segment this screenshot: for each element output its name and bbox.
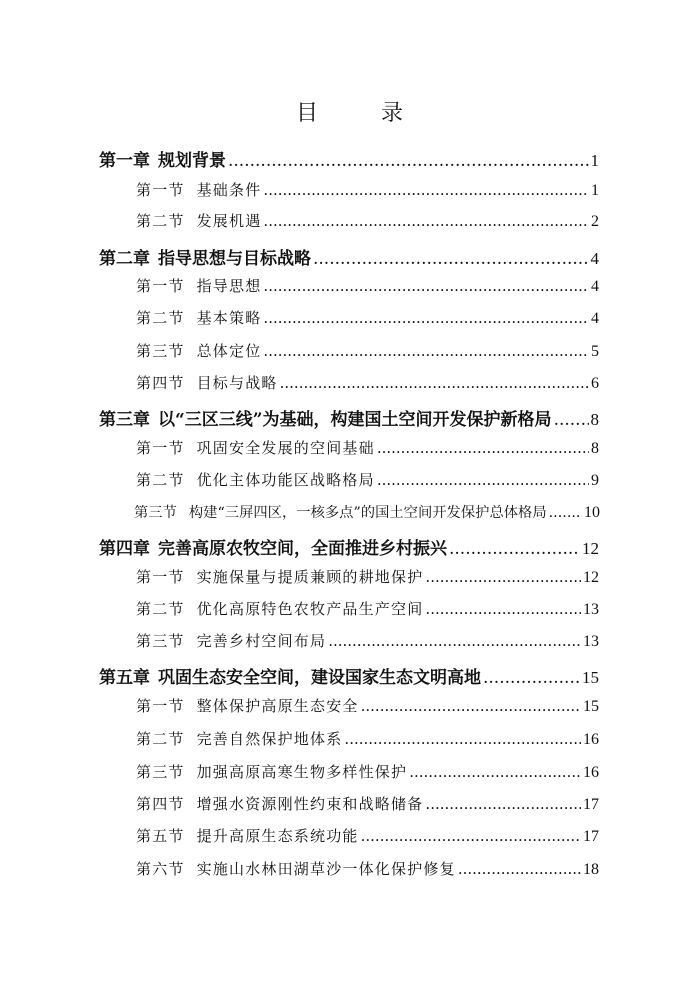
page-number: 17 [583,828,599,845]
toc-section-entry[interactable] [136,728,599,754]
section-number: 第六节 [136,860,185,878]
dot-leader [313,249,589,269]
dot-leader [425,600,581,618]
toc-chapter-entry[interactable] [99,534,599,560]
chapter-title: 巩固生态安全空间，建设国家生态文明高地 [158,668,481,688]
toc-section-entry[interactable] [136,210,599,236]
page-number: 15 [583,698,599,715]
section-title: 完善自然保护地体系 [196,730,343,748]
page-number: 8 [590,410,599,429]
dot-leader [263,277,589,295]
page-number: 13 [583,633,599,650]
dot-leader [344,730,581,748]
page-number: 1 [590,151,599,170]
section-title: 巩固安全发展的空间基础 [196,439,375,457]
dot-leader [263,212,589,230]
page-number: 10 [584,504,600,521]
dot-leader [377,439,589,457]
toc-section-entry[interactable] [136,858,599,884]
chapter-number: 第一章 [99,151,150,171]
dot-leader [228,151,589,171]
page-number: 4 [590,248,599,268]
dot-leader [328,632,581,650]
section-number: 第二节 [136,471,185,489]
section-title: 目标与战略 [196,374,278,392]
dot-leader [409,763,581,781]
section-title: 整体保护高原生态安全 [196,697,359,715]
page-number: 4 [591,278,599,295]
toc-section-entry[interactable] [136,437,599,463]
dot-leader [549,505,582,521]
section-number: 第四节 [136,795,185,813]
dot-leader [449,539,580,559]
page-number: 12 [583,569,599,586]
chapter-title: 完善高原农牧空间，全面推进乡村振兴 [158,539,447,559]
section-title: 提升高原生态系统功能 [196,827,359,845]
dot-leader [263,309,589,327]
toc-section-entry[interactable] [136,695,599,721]
page-number: 8 [591,440,599,457]
page-number: 9 [591,472,599,489]
section-number: 第一节 [136,277,185,295]
section-number: 第一节 [136,439,185,457]
section-number: 第三节 [136,342,185,360]
dot-leader [361,827,581,845]
section-number: 第一节 [136,697,185,715]
section-number: 第三节 [136,763,185,781]
chapter-title: 规划背景 [158,151,226,171]
toc-section-entry[interactable] [136,566,599,592]
section-number: 第三节 [134,505,177,521]
chapter-number: 第二章 [99,248,150,269]
page-number: 17 [583,796,599,813]
chapter-number: 第三章 [99,410,150,430]
dot-leader [554,410,589,430]
section-title: 基本策略 [196,309,262,327]
section-number: 第一节 [136,180,185,199]
dot-leader [458,860,581,878]
toc-section-entry[interactable] [136,761,599,787]
toc-section-entry[interactable] [136,179,599,205]
section-title: 构建“三屏四区，一核多点”的国土空间开发保护总体格局 [188,505,547,521]
section-number: 第三节 [136,632,185,650]
toc-section-entry[interactable] [136,372,599,398]
section-title: 总体定位 [196,342,262,360]
chapter-number: 第五章 [99,668,150,688]
section-number: 第五节 [136,827,185,845]
page-number: 18 [583,861,599,878]
chapter-title: 以“三区三线”为基础，构建国土空间开发保护新格局 [158,410,552,430]
section-title: 优化主体功能区战略格局 [196,471,375,489]
dot-leader [425,568,581,586]
section-number: 第二节 [136,212,185,230]
toc-section-entry[interactable] [136,469,599,495]
toc-section-entry[interactable] [136,630,599,656]
section-title: 指导思想 [196,277,262,295]
section-number: 第四节 [136,374,185,392]
toc-chapter-entry[interactable] [99,244,599,270]
dot-leader [263,181,589,199]
toc-chapter-entry[interactable] [99,663,599,689]
toc-section-entry[interactable] [136,275,599,301]
page-number: 12 [582,539,599,558]
page-title: 目 录 [296,101,431,126]
toc-section-entry[interactable] [136,793,599,819]
dot-leader [280,374,589,392]
page-number: 1 [591,181,599,199]
section-title: 完善乡村空间布局 [196,632,327,650]
section-title: 实施山水林田湖草沙一体化保护修复 [196,860,456,878]
page-number: 6 [591,375,599,392]
section-title: 实施保量与提质兼顾的耕地保护 [196,568,424,586]
page-number: 5 [591,343,599,360]
toc-chapter-entry[interactable] [99,146,599,172]
toc-section-entry[interactable] [136,825,599,851]
toc-section-entry[interactable] [136,307,599,333]
section-number: 第二节 [136,309,185,327]
toc-section-entry[interactable] [134,502,600,528]
section-title: 基础条件 [196,180,262,199]
section-number: 第二节 [136,600,185,618]
section-number: 第一节 [136,568,185,586]
section-number: 第二节 [136,730,185,748]
chapter-number: 第四章 [99,539,150,559]
dot-leader [377,471,589,489]
toc-chapter-entry[interactable] [99,405,599,431]
page-number: 13 [583,601,599,618]
dot-leader [361,697,581,715]
page-number: 4 [591,310,599,327]
dot-leader [425,795,581,813]
page-number: 15 [582,668,599,687]
page-number: 16 [583,764,599,781]
dot-leader [483,668,580,688]
page-number: 2 [591,213,599,230]
toc-section-entry[interactable] [136,598,599,624]
section-title: 发展机遇 [196,212,262,230]
chapter-title: 指导思想与目标战略 [158,248,311,269]
toc-section-entry[interactable] [136,340,599,366]
section-title: 加强高原高寒生物多样性保护 [196,763,408,781]
section-title: 增强水资源刚性约束和战略储备 [196,795,424,813]
dot-leader [263,342,589,360]
page-number: 16 [583,731,599,748]
section-title: 优化高原特色农牧产品生产空间 [196,600,424,618]
